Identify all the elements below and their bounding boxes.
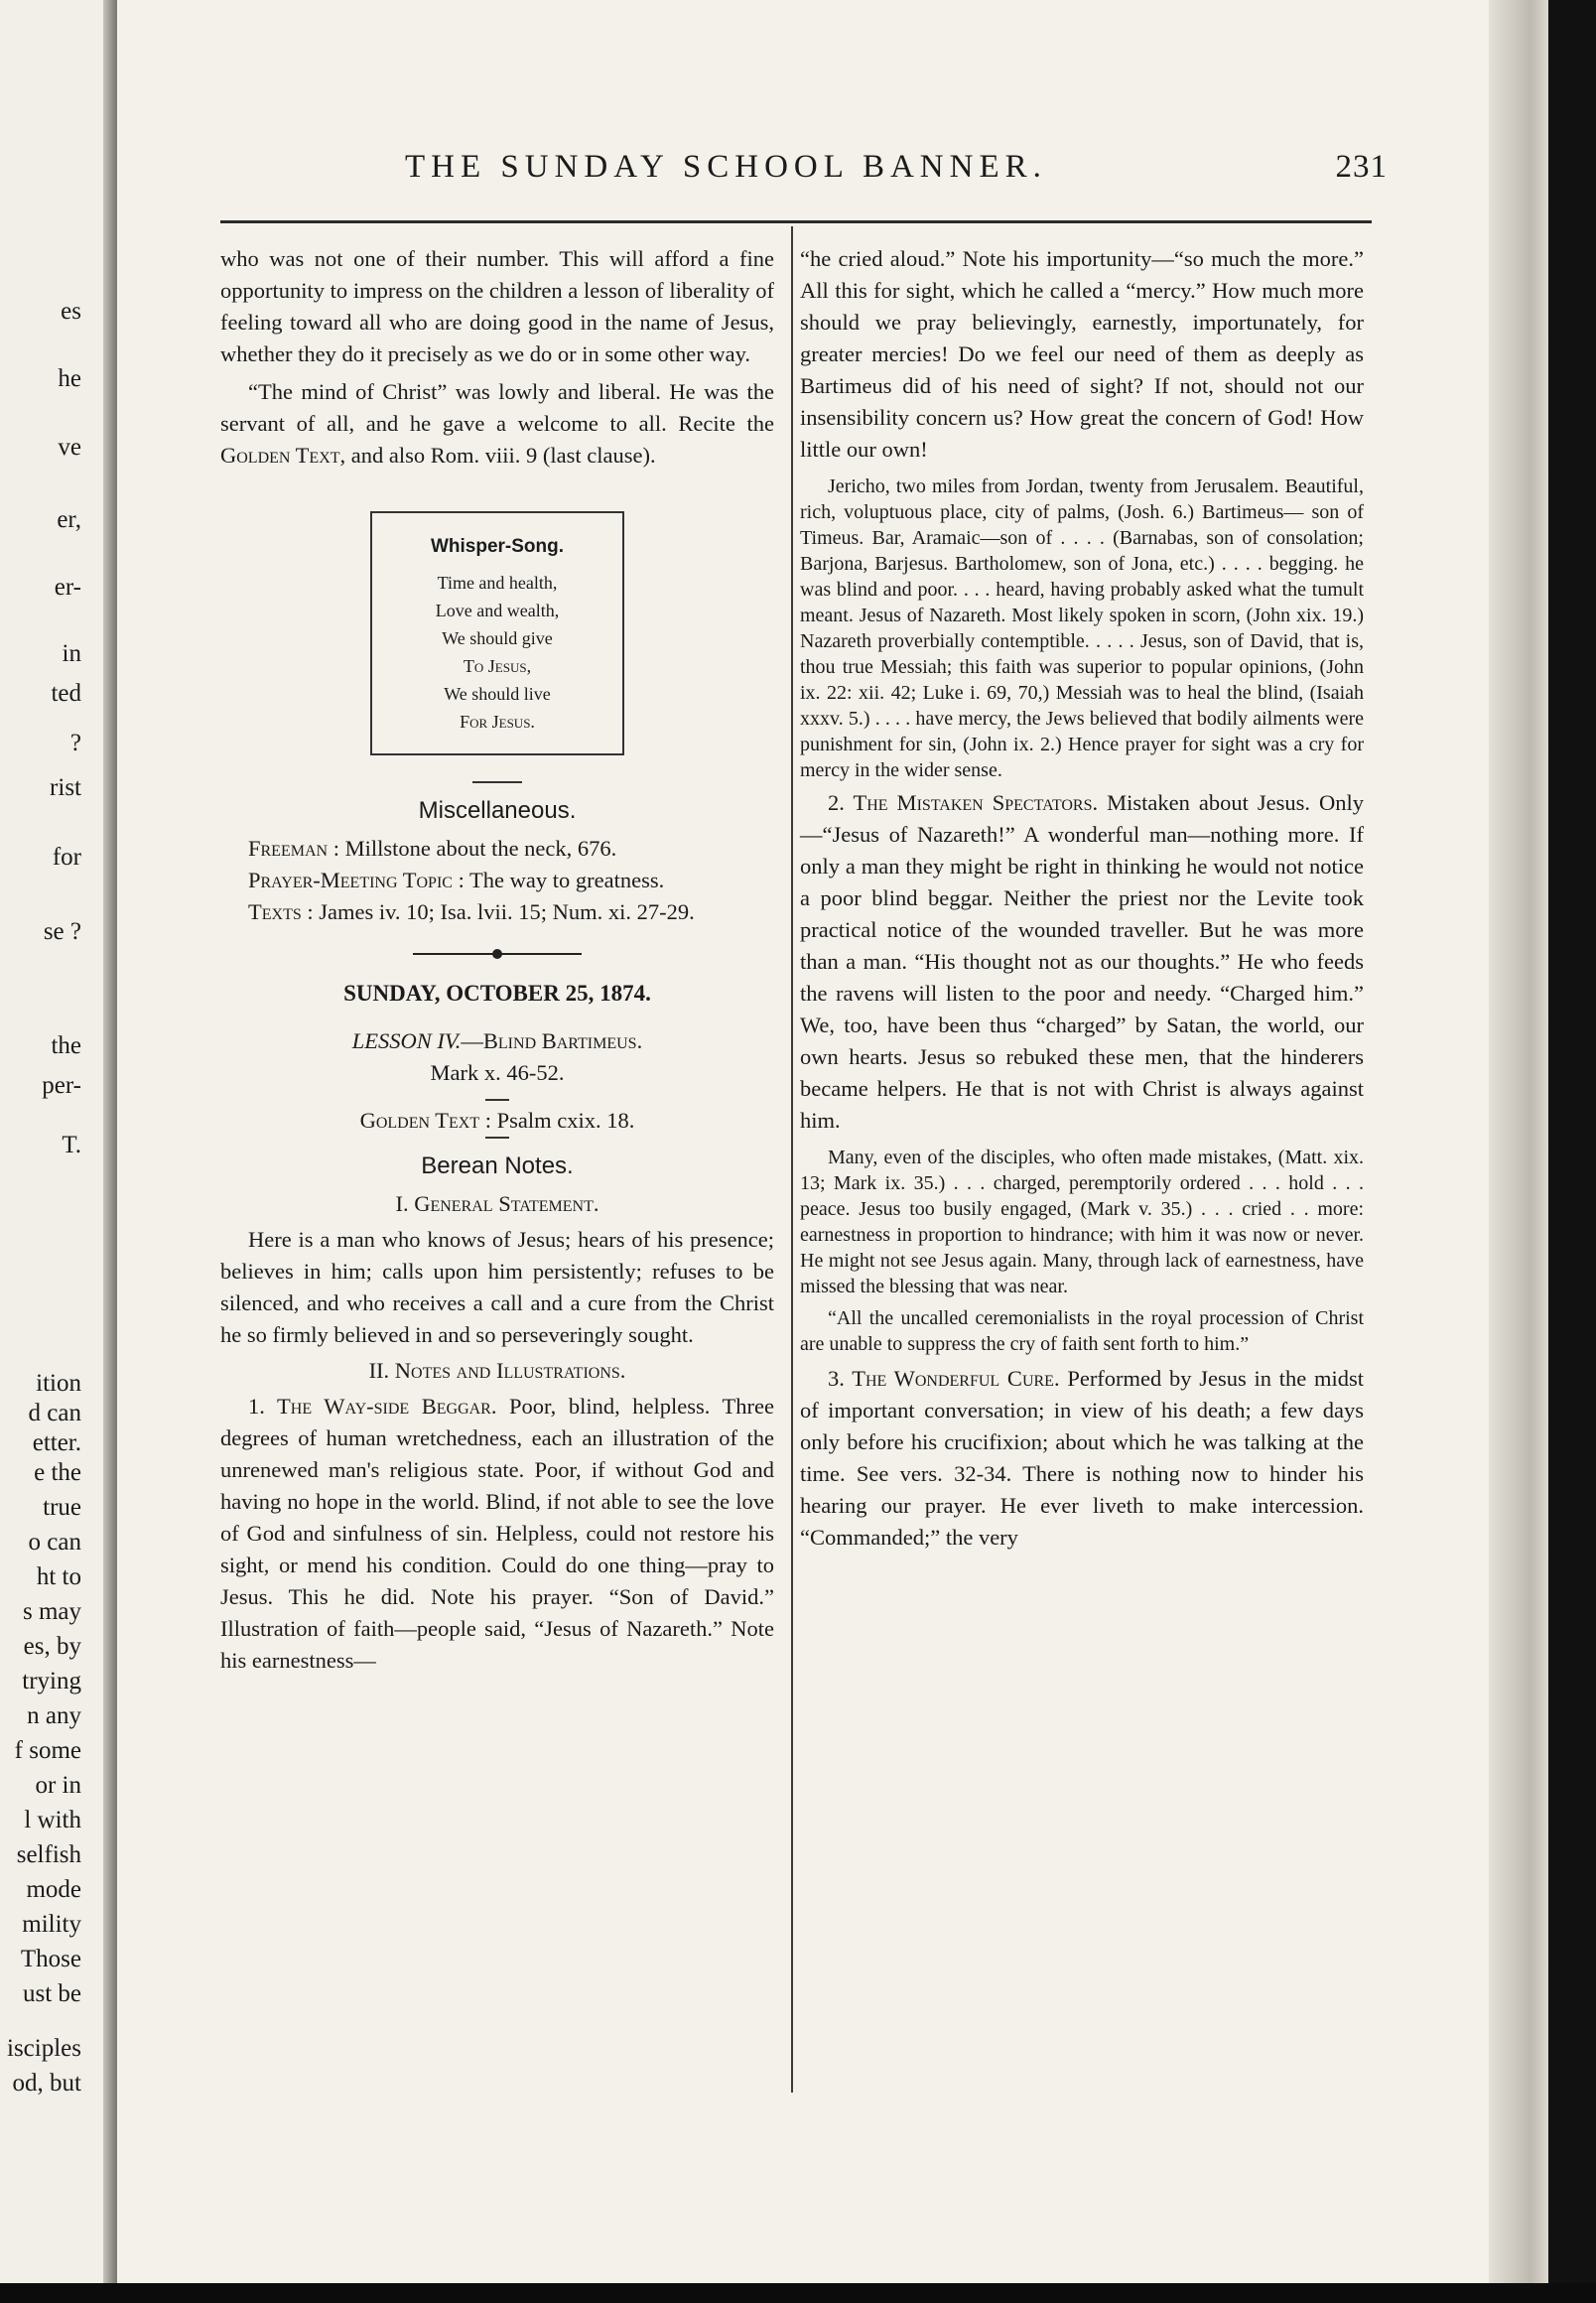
page-edge (1489, 0, 1548, 2283)
margin-fragment: or in (35, 1772, 81, 1799)
song-line: Love and wealth, (435, 601, 560, 620)
lesson-reference: Mark x. 46-52. (430, 1060, 565, 1085)
facing-page-fragment (0, 0, 117, 2283)
margin-fragment: er, (57, 506, 81, 533)
miscellaneous-heading: Miscellaneous. (418, 797, 577, 824)
left-column (220, 243, 774, 1677)
margin-fragment: trying (22, 1668, 81, 1694)
margin-fragment: n any (27, 1702, 81, 1729)
lesson-title: LESSON IV.—Blind Bartimeus. (351, 1028, 643, 1053)
margin-fragment: e the (34, 1459, 81, 1486)
misc-item: Prayer-Meeting Topic : The way to greatness. (248, 868, 665, 892)
margin-fragment: mility (22, 1911, 81, 1938)
scan-border (0, 2283, 1596, 2303)
margin-fragment: s may (22, 1598, 81, 1625)
small-note: Many, even of the disciples, who often made mistakes, (Matt. xix. 13; Mark ix. 35.) . . . charged, peremptorily ordered . . . hold . . . peace. Jesus too busily engaged, (Mark v. 35.) . . . cried . . more: earnestness in proportion to hindrance; with him it was now or never. He might not see Jesus again. Many, through lack of earnestness, have missed the blessing that was near. (800, 1147, 1364, 1297)
margin-fragment: selfish (16, 1841, 81, 1868)
margin-fragment: T. (62, 1132, 81, 1158)
misc-item: Texts : James iv. 10; Isa. lvii. 15; Num. xi. 27-29. (248, 899, 695, 924)
margin-fragment: od, but (12, 2070, 81, 2097)
page-number: 231 (1335, 149, 1388, 185)
margin-fragment: he (58, 365, 81, 392)
song-line: Time and health, (437, 573, 558, 593)
margin-fragment: for (52, 844, 81, 871)
song-line: We should give (442, 628, 553, 648)
margin-fragment: ition (36, 1370, 81, 1397)
berean-notes-heading: Berean Notes. (421, 1152, 574, 1179)
margin-fragment: f some (14, 1737, 81, 1764)
section-heading: I. General Statement. (395, 1191, 599, 1216)
paragraph: who was not one of their number. This will afford a fine opportunity to impress on the children a lesson of liberality of feeling toward all who are doing good in the name of Jesus, whether they do it precisely as we do or in some other way. (220, 246, 774, 366)
margin-fragment: es, by (23, 1633, 81, 1660)
misc-item: Freeman : Millstone about the neck, 676. (248, 836, 617, 861)
margin-fragment: o can (28, 1529, 81, 1556)
margin-fragment: ht to (36, 1563, 81, 1590)
margin-fragment: ? (69, 730, 81, 756)
song-line: For Jesus. (460, 712, 535, 732)
paragraph: 3. The Wonderful Cure. Performed by Jesus in the midst of important conversation; in view of his death; a few days only before his crucifixion; about which he was talking at the time. See vers. 32-34. There is nothing now to hinder his hearing our prayer. He ever liveth to make intercession. “Commanded;” the very (800, 1366, 1364, 1550)
margin-fragment: ted (51, 680, 81, 707)
header-rule (220, 220, 1372, 223)
right-column (800, 243, 1364, 1554)
golden-text: Golden Text : Psalm cxix. 18. (359, 1108, 635, 1133)
section-heading: II. Notes and Illustrations. (368, 1358, 626, 1383)
margin-fragment: per- (42, 1072, 81, 1099)
margin-fragment: in (62, 640, 81, 667)
whisper-song-title: Whisper-Song. (430, 536, 565, 557)
journal-title: THE SUNDAY SCHOOL BANNER. (405, 149, 1047, 185)
ornament-divider (413, 948, 582, 960)
quotation: “All the uncalled ceremonialists in the royal procession of Christ are unable to suppress the cry of faith sent forth to him.” (800, 1307, 1364, 1355)
column-divider (791, 226, 793, 2093)
whisper-song-box (370, 511, 624, 755)
paragraph: “he cried aloud.” Note his importunity—“so much the more.” All this for sight, which he called a “mercy.” How much more should we pray believingly, earnestly, importunately, for greater mercies! Do we feel our need of them as deeply as Bartimeus did of his need of sight? If not, should not our insensibility concern us? How great the concern of God! How little our own! (800, 246, 1364, 462)
margin-fragment: l with (24, 1807, 81, 1833)
margin-fragment: mode (26, 1876, 81, 1903)
margin-fragment: rist (50, 774, 81, 801)
margin-fragment: isciples (7, 2035, 81, 2062)
paragraph: “The mind of Christ” was lowly and liberal. He was the servant of all, and he gave a welcome to all. Recite the Golden Text, and also Rom. viii. 9 (last clause). (220, 379, 774, 468)
margin-fragment: ust be (22, 1980, 81, 2007)
margin-fragment: true (43, 1494, 81, 1521)
lesson-date: SUNDAY, OCTOBER 25, 1874. (343, 981, 651, 1006)
paragraph: 1. The Way-side Beggar. Poor, blind, helpless. Three degrees of human wretchedness, each an illustration of the unrenewed man's religious state. Poor, if without God and having no hope in the world. Blind, if not able to see the love of God and sinfulness of sin. Helpless, could not restore his sight, or mend his condition. Could do one thing—pray to Jesus. This he did. Note his prayer. “Son of David.” Illustration of faith—people said, “Jesus of Nazareth.” Note his earnestness— (220, 1394, 774, 1673)
margin-fragment: Those (20, 1946, 81, 1972)
margin-fragment: d can (28, 1400, 81, 1426)
margin-fragment: the (51, 1032, 81, 1059)
song-line: We should live (444, 684, 551, 704)
paragraph: 2. The Mistaken Spectators. Mistaken about Jesus. Only—“Jesus of Nazareth!” A wonderful man—nothing more. If only a man they might be right in thinking he would not notice a poor blind beggar. Neither the priest nor the Levite took practical notice of the wounded traveller. But he was more than a man. “His thought not as our thoughts.” He who feeds the ravens will listen to the poor and needy. “Charged him.” We, too, have been thus “charged” by Satan, the world, our own hearts. Jesus so rebuked these men, that the hinderers became helpers. He that is not with Christ is always against him. (800, 790, 1365, 1133)
song-line: To Jesus, (463, 656, 532, 676)
margin-fragment: ve (58, 434, 81, 461)
margin-fragment: se ? (43, 918, 81, 945)
margin-fragment: etter. (32, 1429, 81, 1456)
margin-fragment: es (61, 298, 81, 325)
paragraph: Here is a man who knows of Jesus; hears of his presence; believes in him; calls upon him persistently; refuses to be silenced, and who receives a call and a cure from the Christ he so firmly believed in and so perseveringly sought. (220, 1227, 774, 1347)
margin-fragment: er- (54, 574, 81, 601)
small-note: Jericho, two miles from Jordan, twenty from Jerusalem. Beautiful, rich, voluptuous place, city of palms, (Josh. 6.) Bartimeus— son of Timeus. Bar, Aramaic—son of . . . . (Barnabas, son of consolation; Barjona, Barjesus. Bartholomew, son of Jona, etc.) . . . . begging. he was blind and poor. . . . heard, having probably asked what the tumult meant. Jesus of Nazareth. Most likely spoken in scorn, (John xix. 19.) Nazareth proverbially contemptible. . . . . Jesus, son of David, that is, thou true Messiah; this faith was superior to popular opinions, (John ix. 22: xii. 42; Luke i. 69, 70,) Messiah was to heal the blind, (Isaiah xxxv. 5.) . . . . have mercy, the Jews believed that bodily ailments were punishment for sin, (John ix. 2.) Hence prayer for sight was a cry for mercy in the wider sense. (800, 475, 1364, 781)
